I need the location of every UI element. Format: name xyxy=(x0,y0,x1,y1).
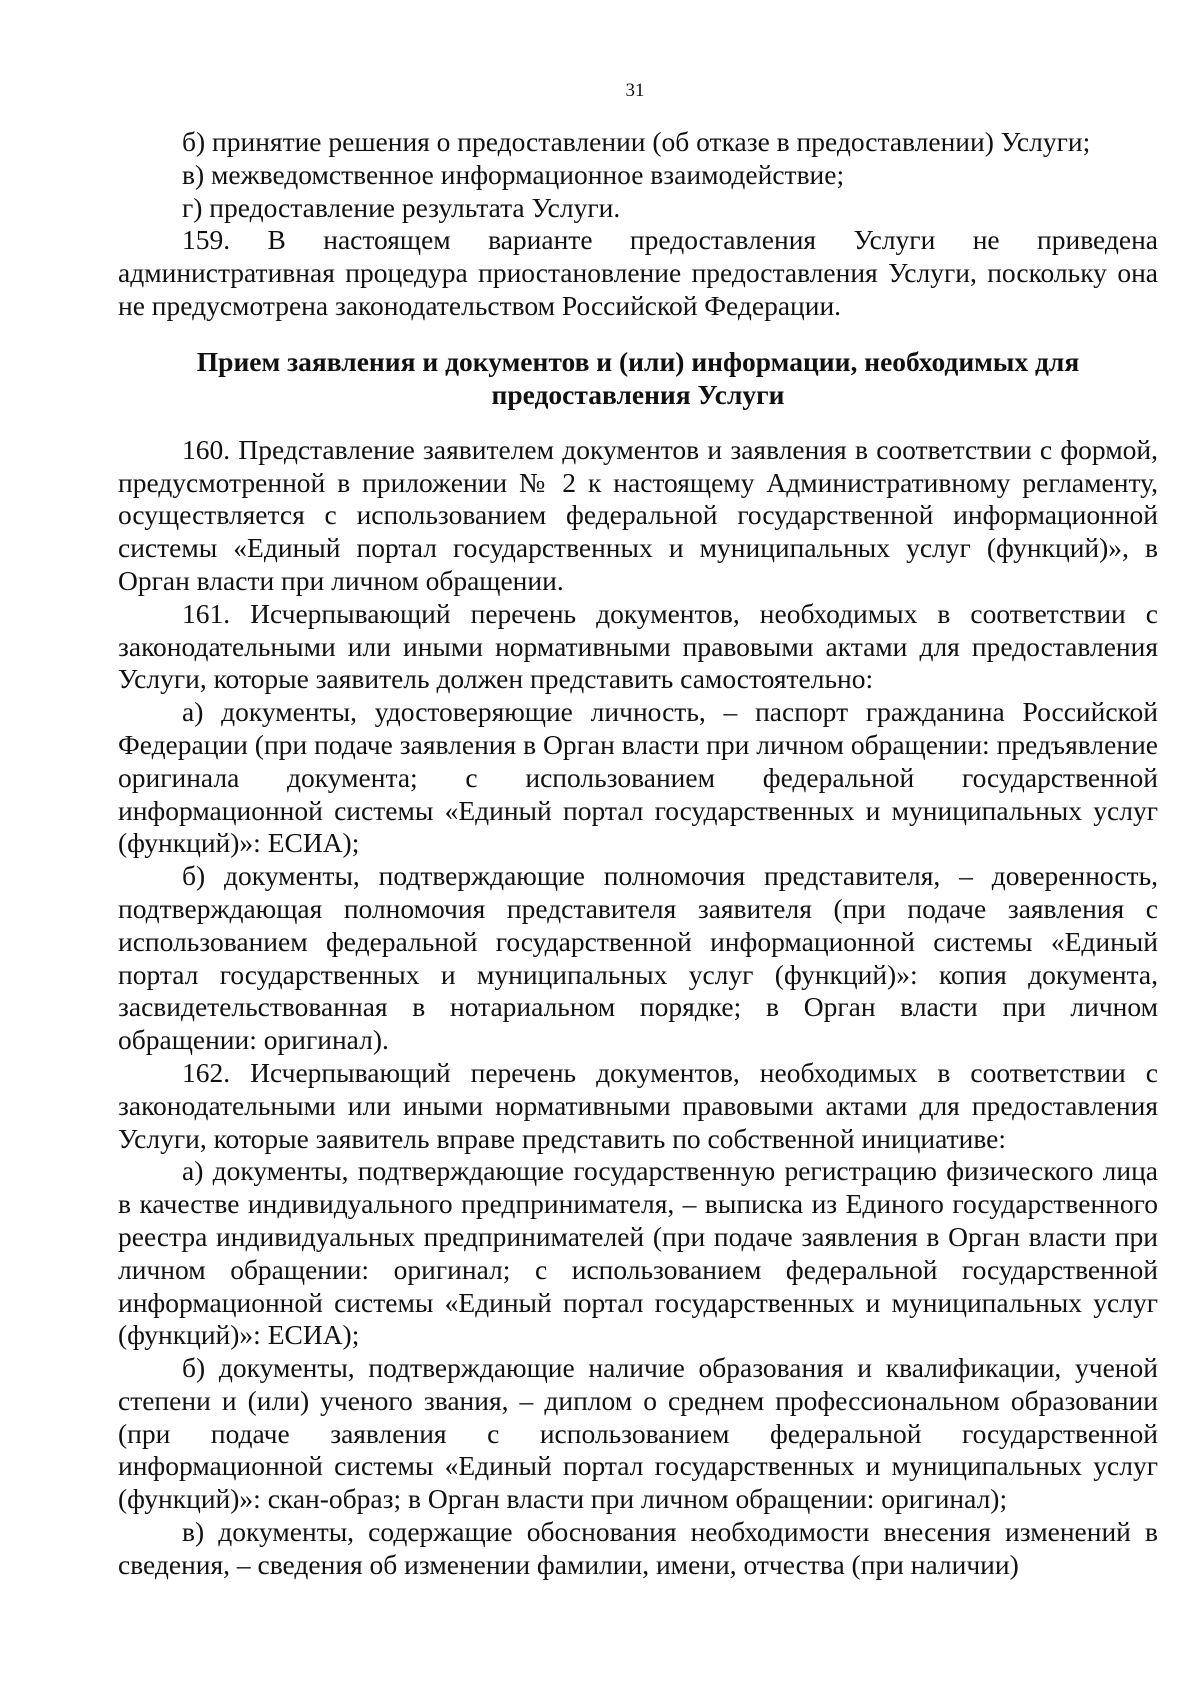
page-number: 31 xyxy=(625,80,645,101)
paragraph-162-v: в) документы, содержащие обоснования необходимости внесения изменений в сведения, – сведения об изменении фамилии, имени, отчества (при наличии) xyxy=(118,1516,1158,1580)
paragraph-161: 161. Исчерпывающий перечень документов, необходимых в соответствии с законодательными или иными нормативными правовыми актами для предоставления Услуги, которые заявитель должен представить самостоятельно: xyxy=(118,597,1158,695)
paragraph-v-interaction: в) межведомственное информационное взаимодействие; xyxy=(182,158,845,190)
paragraph-161-b: б) документы, подтверждающие полномочия представителя, – доверенность, подтверждающая полномочия представителя заявителя (при подаче заявления с использованием федеральной государственной информационной системы «Единый портал государственных и муниципальных услуг (функций)»: копия документа, засвидетельствованная в нотариальном порядке; в Орган власти при личном обращении: оригинал). xyxy=(118,860,1158,1056)
paragraph-162: 162. Исчерпывающий перечень документов, необходимых в соответствии с законодательными или иными нормативными правовыми актами для предоставления Услуги, которые заявитель вправе представить по собственной инициативе: xyxy=(118,1056,1158,1154)
paragraph-162-a: а) документы, подтверждающие государственную регистрацию физического лица в качестве индивидуального предпринимателя, – выписка из Единого государственного реестра индивидуальных предпринимателей (при подаче заявления в Орган власти при личном обращении: оригинал; с использованием федеральной государственной информационной системы «Единый портал государственных и муниципальных услуг (функций)»: ЕСИА); xyxy=(118,1155,1158,1351)
document-body xyxy=(118,126,1158,1582)
paragraph-161-a: а) документы, удостоверяющие личность, – паспорт гражданина Российской Федерации (при подаче заявления в Орган власти при личном обращении: предъявление оригинала документа; с использованием федеральной государственной информационной системы «Единый портал государственных и муниципальных услуг (функций)»: ЕСИА); xyxy=(118,696,1158,859)
paragraph-b-decision: б) принятие решения о предоставлении (об отказе в предоставлении) Услуги; xyxy=(182,126,1091,157)
paragraph-159: 159. В настоящем варианте предоставления Услуги не приведена административная процедура приостановление предоставления Услуги, поскольку она не предусмотрена законодательством Российской Федерации. xyxy=(118,224,1158,321)
paragraph-g-result: г) предоставление результата Услуги. xyxy=(182,191,621,223)
paragraph-162-b: б) документы, подтверждающие наличие образования и квалификации, ученой степени и (или) ученого звания, – диплом о среднем профессиональном образовании (при подаче заявления с использованием федеральной государственной информационной системы «Единый портал государственных и муниципальных услуг (функций)»: скан-образ; в Орган власти при личном обращении: оригинал); xyxy=(118,1352,1158,1515)
section-heading: Прием заявления и документов и (или) информации, необходимых для предоставления Услуги xyxy=(196,345,1080,411)
paragraph-160: 160. Представление заявителем документов и заявления в соответствии с формой, предусмотренной в приложении № 2 к настоящему Административному регламенту, осуществляется с использованием федеральной государственной информационной системы «Единый портал государственных и муниципальных услуг (функций)», в Орган власти при личном обращении. xyxy=(118,433,1158,596)
